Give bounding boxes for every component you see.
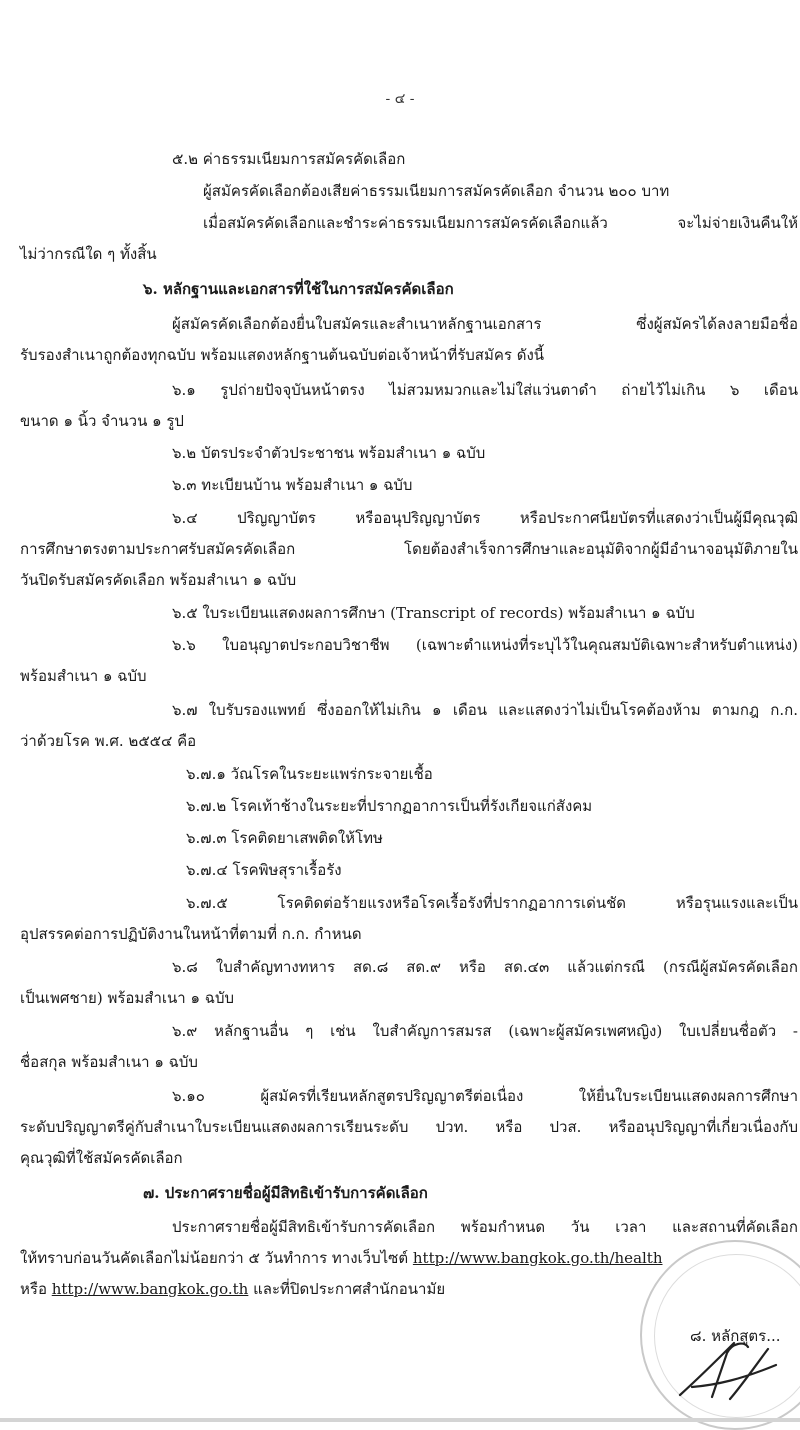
line-s6-p1a: ผู้สมัครคัดเลือกต้องยื่นใบสมัครและสำเนาหลักฐานเอกสาร ซึ่งผู้สมัครได้ลงลายมือชื่อ <box>172 315 798 333</box>
line-s52-title: ๕.๒ ค่าธรรมเนียมการสมัครคัดเลือก <box>172 150 406 168</box>
line-s61a: ๖.๑ รูปถ่ายปัจจุบันหน้าตรง ไม่สวมหมวกและไม่ใส่แว่นตาดำ ถ่ายไว้ไม่เกิน ๖ เดือน <box>172 381 798 399</box>
line-s672: ๖.๗.๒ โรคเท้าช้างในระยะที่ปรากฏอาการเป็นที่รังเกียจแก่สังคม <box>186 797 593 815</box>
line-s69a: ๖.๙ หลักฐานอื่น ๆ เช่น ใบสำคัญการสมรส (เฉพาะผู้สมัครเพศหญิง) ใบเปลี่ยนชื่อตัว - <box>172 1022 798 1040</box>
line-s673: ๖.๗.๓ โรคติดยาเสพติดให้โทษ <box>186 829 383 847</box>
line-s63: ๖.๓ ทะเบียนบ้าน พร้อมสำเนา ๑ ฉบับ <box>172 476 413 494</box>
s7-line3-suffix: และที่ปิดประกาศสำนักอนามัย <box>248 1280 446 1298</box>
health-website-link[interactable]: http://www.bangkok.go.th/health <box>412 1249 663 1267</box>
line-s64b: การศึกษาตรงตามประกาศรับสมัครคัดเลือก โดยต้องสำเร็จการศึกษาและอนุมัติจากผู้มีอำนาจอนุมัติภายใน <box>20 540 798 558</box>
signature-icon <box>672 1335 782 1405</box>
page-number: - ๔ - <box>385 91 415 107</box>
line-s69b: ชื่อสกุล พร้อมสำเนา ๑ ฉบับ <box>20 1053 198 1071</box>
line-s68b: เป็นเพศชาย) พร้อมสำเนา ๑ ฉบับ <box>20 989 234 1007</box>
line-s52-p2a: เมื่อสมัครคัดเลือกและชำระค่าธรรมเนียมการสมัครคัดเลือกแล้ว จะไม่จ่ายเงินคืนให้ <box>203 214 798 232</box>
line-s61b: ขนาด ๑ นิ้ว จำนวน ๑ รูป <box>20 412 184 430</box>
line-s610a: ๖.๑๐ ผู้สมัครที่เรียนหลักสูตรปริญญาตรีต่อเนื่อง ให้ยื่นใบระเบียนแสดงผลการศึกษา <box>172 1087 798 1105</box>
line-s66a: ๖.๖ ใบอนุญาตประกอบวิชาชีพ (เฉพาะตำแหน่งที่ระบุไว้ในคุณสมบัติเฉพาะสำหรับตำแหน่ง) <box>172 636 798 654</box>
line-s674: ๖.๗.๔ โรคพิษสุราเรื้อรัง <box>186 861 342 879</box>
bangkok-website-link[interactable]: http://www.bangkok.go.th <box>51 1280 249 1298</box>
s7-line3 <box>20 1278 445 1300</box>
line-s67b: ว่าด้วยโรค พ.ศ. ๒๕๕๔ คือ <box>20 732 197 750</box>
line-s52-p2b: ไม่ว่ากรณีใด ๆ ทั้งสิ้น <box>20 245 157 263</box>
line-s64c: วันปิดรับสมัครคัดเลือก พร้อมสำเนา ๑ ฉบับ <box>20 571 297 589</box>
line-s7-title: ๗. ประกาศรายชื่อผู้มีสิทธิเข้ารับการคัดเลือก <box>143 1184 428 1202</box>
line-s610c: คุณวุฒิที่ใช้สมัครคัดเลือก <box>20 1149 183 1167</box>
line-s52-p1: ผู้สมัครคัดเลือกต้องเสียค่าธรรมเนียมการสมัครคัดเลือก จำนวน ๒๐๐ บาท <box>203 182 670 200</box>
line-s67a: ๖.๗ ใบรับรองแพทย์ ซึ่งออกให้ไม่เกิน ๑ เดือน และแสดงว่าไม่เป็นโรคต้องห้าม ตามกฎ ก.ก. <box>172 701 798 719</box>
line-s68a: ๖.๘ ใบสำคัญทางทหาร สด.๘ สด.๙ หรือ สด.๔๓ แล้วแต่กรณี (กรณีผู้สมัครคัดเลือก <box>172 958 798 976</box>
s7-line2-text: ให้ทราบก่อนวันคัดเลือกไม่น้อยกว่า ๕ วันทำการ ทางเว็บไซต์ <box>20 1249 413 1267</box>
line-s6-title: ๖. หลักฐานและเอกสารที่ใช้ในการสมัครคัดเลือก <box>143 280 454 298</box>
line-s66b: พร้อมสำเนา ๑ ฉบับ <box>20 667 147 685</box>
s7-line3-prefix: หรือ <box>20 1280 52 1298</box>
line-s6-p1b: รับรองสำเนาถูกต้องทุกฉบับ พร้อมแสดงหลักฐานต้นฉบับต่อเจ้าหน้าที่รับสมัคร ดังนี้ <box>20 346 545 364</box>
line-s610b: ระดับปริญญาตรีคู่กับสำเนาใบระเบียนแสดงผลการเรียนระดับ ปวท. หรือ ปวส. หรืออนุปริญญาที่เกี่ยวเนื่องกับ <box>20 1118 798 1136</box>
line-s64a: ๖.๔ ปริญญาบัตร หรืออนุปริญญาบัตร หรือประกาศนียบัตรที่แสดงว่าเป็นผู้มีคุณวุฒิ <box>172 509 798 527</box>
next-page-marker: ๘. หลักสูตร... <box>690 1327 781 1345</box>
line-s7-p1a: ประกาศรายชื่อผู้มีสิทธิเข้ารับการคัดเลือก พร้อมกำหนด วัน เวลา และสถานที่คัดเลือก <box>172 1218 798 1236</box>
page-bottom-edge <box>0 1418 800 1422</box>
line-s65: ๖.๕ ใบระเบียนแสดงผลการศึกษา (Transcript of records) พร้อมสำเนา ๑ ฉบับ <box>172 604 695 622</box>
line-s675a: ๖.๗.๕ โรคติดต่อร้ายแรงหรือโรคเรื้อรังที่ปรากฏอาการเด่นชัด หรือรุนแรงและเป็น <box>186 894 798 912</box>
line-s671: ๖.๗.๑ วัณโรคในระยะแพร่กระจายเชื้อ <box>186 765 433 783</box>
line-s675b: อุปสรรคต่อการปฏิบัติงานในหน้าที่ตามที่ ก.ก. กำหนด <box>20 925 362 943</box>
line-s62: ๖.๒ บัตรประจำตัวประชาชน พร้อมสำเนา ๑ ฉบับ <box>172 444 486 462</box>
